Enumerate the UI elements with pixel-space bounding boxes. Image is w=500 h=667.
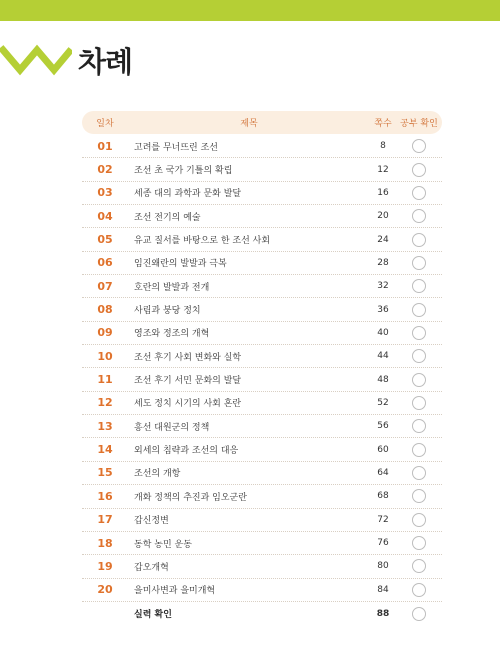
chapter-title: 임진왜란의 발발과 극복 [134, 259, 227, 270]
table-row [82, 462, 442, 485]
study-check-cell [396, 349, 442, 363]
study-check-cell [396, 373, 442, 387]
chapter-title: 갑오개혁 [134, 562, 169, 573]
page-number: 16 [377, 187, 389, 198]
chapter-title: 조선의 개항 [134, 469, 181, 480]
study-check-circle[interactable] [412, 489, 426, 503]
day-number: 18 [97, 536, 113, 550]
study-check-cell [396, 536, 442, 550]
day-number: 04 [97, 209, 113, 223]
chapter-title: 조선 후기 사회 변화와 실학 [134, 352, 242, 363]
study-check-cell [396, 583, 442, 597]
day-number: 08 [97, 303, 113, 317]
day-number: 20 [97, 583, 113, 597]
day-number: 02 [97, 163, 113, 177]
study-check-circle[interactable] [412, 559, 426, 573]
study-check-cell [396, 326, 442, 340]
study-check-cell [396, 186, 442, 200]
table-row [82, 275, 442, 298]
table-row [82, 602, 442, 625]
study-check-circle[interactable] [412, 583, 426, 597]
table-header [82, 111, 442, 134]
chapter-title: 갑신정변 [134, 516, 169, 527]
page-number: 32 [377, 281, 389, 292]
zigzag-icon [0, 42, 72, 78]
table-row [82, 322, 442, 345]
study-check-circle[interactable] [412, 303, 426, 317]
day-number: 09 [97, 326, 113, 340]
day-number: 12 [97, 396, 113, 410]
chapter-title: 동학 농민 운동 [134, 539, 192, 550]
table-row [82, 485, 442, 508]
table-row [82, 555, 442, 578]
day-number: 01 [97, 139, 113, 153]
page-number: 88 [376, 608, 390, 619]
study-check-circle[interactable] [412, 139, 426, 153]
study-check-cell [396, 489, 442, 503]
study-check-cell [396, 559, 442, 573]
table-row [82, 182, 442, 205]
study-check-cell [396, 279, 442, 293]
chapter-title: 세도 정치 시기의 사회 혼란 [134, 399, 242, 410]
page-number: 64 [377, 467, 389, 478]
day-number: 07 [97, 279, 113, 293]
page-number: 60 [377, 444, 389, 455]
header-title: 제목 [240, 119, 258, 129]
day-number: 15 [97, 466, 113, 480]
day-number: 11 [97, 373, 113, 387]
day-number: 13 [97, 419, 113, 433]
chapter-title: 유교 질서를 바탕으로 한 조선 사회 [134, 236, 271, 247]
table-row [82, 345, 442, 368]
day-number: 17 [97, 513, 113, 527]
study-check-circle[interactable] [412, 186, 426, 200]
chapter-title: 을미사변과 을미개혁 [134, 586, 216, 597]
page-number: 20 [377, 211, 389, 222]
chapter-title: 호란의 발발과 전개 [134, 282, 210, 293]
day-number: 06 [97, 256, 113, 270]
study-check-cell [396, 443, 442, 457]
study-check-cell [396, 466, 442, 480]
page-number: 12 [377, 164, 389, 175]
study-check-cell [396, 139, 442, 153]
chapter-title: 사림과 붕당 정치 [134, 306, 201, 317]
chapter-title: 조선 전기의 예술 [134, 212, 201, 223]
top-accent-bar [0, 0, 500, 21]
study-check-cell [396, 209, 442, 223]
study-check-cell [396, 607, 442, 621]
study-check-circle[interactable] [412, 256, 426, 270]
table-row [82, 252, 442, 275]
header-study-check: 공부 확인 [400, 119, 438, 129]
table-row [82, 392, 442, 415]
page-number: 8 [380, 141, 386, 152]
table-row [82, 298, 442, 321]
study-check-cell [396, 163, 442, 177]
study-check-cell [396, 419, 442, 433]
page-number: 84 [377, 584, 389, 595]
page-number: 40 [377, 327, 389, 338]
table-of-contents [82, 111, 442, 625]
title-area [0, 40, 132, 80]
chapter-title: 실력 확인 [134, 610, 172, 621]
study-check-circle[interactable] [412, 209, 426, 223]
day-number: 16 [97, 489, 113, 503]
table-row [82, 158, 442, 181]
chapter-title: 조선 초 국가 기틀의 확립 [134, 166, 233, 177]
chapter-title: 외세의 침략과 조선의 대응 [134, 446, 239, 457]
study-check-circle[interactable] [412, 419, 426, 433]
chapter-title: 흥선 대원군의 정책 [134, 422, 210, 433]
chapter-title: 세종 대의 과학과 문화 발달 [134, 189, 242, 200]
study-check-cell [396, 396, 442, 410]
page-number: 44 [377, 351, 389, 362]
table-row [82, 579, 442, 602]
page-number: 56 [377, 421, 389, 432]
page-title: 차례 [78, 44, 133, 79]
chapter-title: 영조와 정조의 개혁 [134, 329, 210, 340]
page-number: 80 [377, 561, 389, 572]
study-check-circle[interactable] [412, 373, 426, 387]
day-number: 10 [97, 349, 113, 363]
study-check-cell [396, 513, 442, 527]
study-check-circle[interactable] [412, 443, 426, 457]
table-row [82, 135, 442, 158]
chapter-title: 조선 후기 서민 문화의 발달 [134, 376, 242, 387]
study-check-circle[interactable] [412, 326, 426, 340]
study-check-circle[interactable] [412, 607, 426, 621]
table-row [82, 205, 442, 228]
day-number: 03 [97, 186, 113, 200]
study-check-cell [396, 233, 442, 247]
study-check-circle[interactable] [412, 396, 426, 410]
study-check-circle[interactable] [412, 466, 426, 480]
day-number: 05 [97, 233, 113, 247]
header-page: 쪽수 [374, 119, 392, 129]
page-number: 68 [377, 491, 389, 502]
study-check-cell [396, 303, 442, 317]
study-check-circle[interactable] [412, 349, 426, 363]
study-check-circle[interactable] [412, 536, 426, 550]
study-check-circle[interactable] [412, 279, 426, 293]
table-row [82, 228, 442, 251]
page-number: 76 [377, 538, 389, 549]
page-number: 36 [377, 304, 389, 315]
page-number: 48 [377, 374, 389, 385]
table-row [82, 438, 442, 461]
chapter-title: 개화 정책의 추진과 임오군란 [134, 492, 247, 503]
chapter-title: 고려를 무너뜨린 조선 [134, 142, 218, 153]
page-number: 72 [377, 514, 389, 525]
study-check-cell [396, 256, 442, 270]
page-number: 52 [377, 397, 389, 408]
study-check-circle[interactable] [412, 233, 426, 247]
toc-rows [82, 135, 442, 625]
table-row [82, 532, 442, 555]
table-row [82, 509, 442, 532]
page-number: 24 [377, 234, 389, 245]
page-number: 28 [377, 257, 389, 268]
study-check-circle[interactable] [412, 163, 426, 177]
table-row [82, 415, 442, 438]
table-row [82, 368, 442, 391]
day-number: 14 [97, 443, 113, 457]
study-check-circle[interactable] [412, 513, 426, 527]
day-number: 19 [97, 559, 113, 573]
header-day: 일차 [96, 119, 114, 129]
